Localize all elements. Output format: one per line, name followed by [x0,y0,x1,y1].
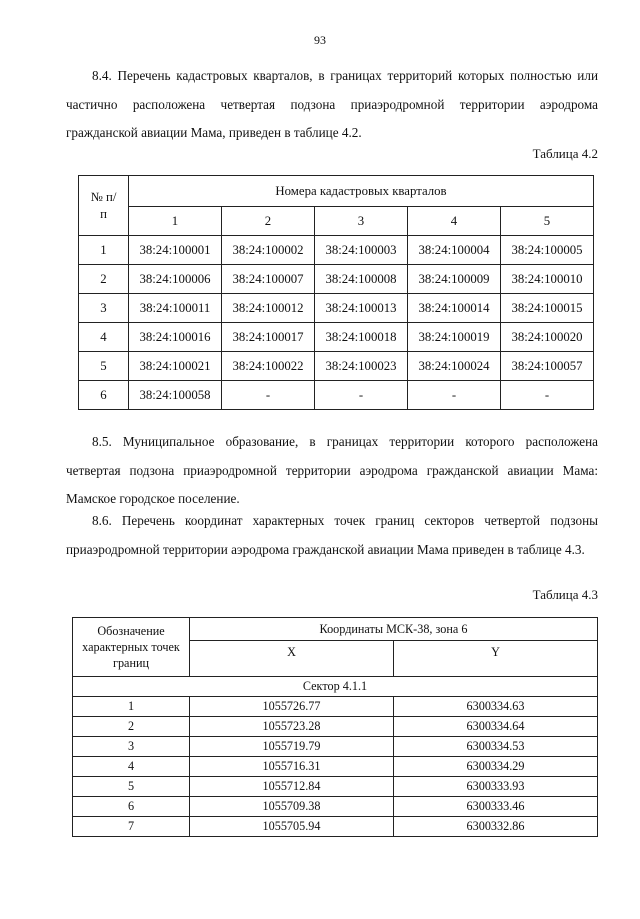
table-row [73,757,598,777]
point-number: 6 [73,797,190,817]
table-cell: 38:24:100007 [222,265,315,294]
table-cell: 38:24:100012 [222,294,315,323]
table-cell: 38:24:100010 [501,265,594,294]
table-row [79,352,594,381]
table-cell: 38:24:100017 [222,323,315,352]
table-row [73,697,598,717]
table-row [79,381,594,410]
table-cell: 38:24:100016 [129,323,222,352]
col-number-header [79,176,129,236]
point-number: 5 [73,777,190,797]
col-header-3: 3 [315,207,408,236]
point-number: 2 [73,717,190,737]
table-cell: - [222,381,315,410]
point-number: 3 [73,737,190,757]
table-cell: 38:24:100020 [501,323,594,352]
table-row [73,717,598,737]
table-cell: 38:24:100021 [129,352,222,381]
row-number: 6 [79,381,129,410]
table-row [79,265,594,294]
coord-y: 6300334.29 [393,757,597,777]
coord-y: 6300333.93 [393,777,597,797]
table-cell: 38:24:100002 [222,236,315,265]
coord-x: 1055719.79 [190,737,394,757]
table-row [73,737,598,757]
coord-x: 1055723.28 [190,717,394,737]
table-cell: 38:24:100015 [501,294,594,323]
table-row [79,323,594,352]
table-cell: 38:24:100009 [408,265,501,294]
coord-y: 6300332.86 [393,817,597,837]
table-cell: 38:24:100003 [315,236,408,265]
table-row [79,294,594,323]
page-number: 93 [314,33,326,47]
col-point-designation-header: Обозначение характерных точек границ [73,618,190,677]
table-cell: 38:24:100001 [129,236,222,265]
table-cell: 38:24:100011 [129,294,222,323]
table-cell: 38:24:100008 [315,265,408,294]
table-cell: 38:24:100014 [408,294,501,323]
section-8-6-text: 8.6. Перечень координат характерных точек границ секторов четвертой подзоны приаэродромной территории аэродрома гражданской авиации Мама приведен в таблице 4.3. [66,513,598,557]
row-number: 3 [79,294,129,323]
table-cell: 38:24:100018 [315,323,408,352]
table-row [73,797,598,817]
point-number: 7 [73,817,190,837]
coord-x: 1055726.77 [190,697,394,717]
coordinates-table [72,617,598,837]
coord-x: 1055709.38 [190,797,394,817]
table-row [73,777,598,797]
point-number: 4 [73,757,190,777]
section-8-6-paragraph [66,507,598,564]
table-cell: 38:24:100019 [408,323,501,352]
coord-y: 6300334.64 [393,717,597,737]
table-cell: 38:24:100058 [129,381,222,410]
coord-y: 6300334.53 [393,737,597,757]
table-row [73,817,598,837]
table-cell: 38:24:100006 [129,265,222,294]
cadastral-quarters-table [78,175,594,410]
point-number: 1 [73,697,190,717]
coordinates-system-header: Координаты МСК-38, зона 6 [190,618,598,641]
table-cell: 38:24:100005 [501,236,594,265]
col-header-5: 5 [501,207,594,236]
col-number-header-text: № п/п [90,189,117,221]
table-4-2-caption: Таблица 4.2 [532,146,598,161]
table-cell: 38:24:100013 [315,294,408,323]
table-cell: 38:24:100022 [222,352,315,381]
col-x-header: X [190,641,394,677]
table-cell: - [501,381,594,410]
coord-x: 1055705.94 [190,817,394,837]
col-header-4: 4 [408,207,501,236]
coord-x: 1055716.31 [190,757,394,777]
sector-row: Сектор 4.1.1 [73,677,598,697]
table-4-3-caption: Таблица 4.3 [532,587,598,602]
row-number: 4 [79,323,129,352]
table-cell: 38:24:100004 [408,236,501,265]
table-cell: - [408,381,501,410]
col-y-header: Y [393,641,597,677]
table-cell: 38:24:100024 [408,352,501,381]
section-8-5-paragraph [66,428,598,514]
section-8-4-paragraph [66,62,598,148]
coord-y: 6300334.63 [393,697,597,717]
row-number: 1 [79,236,129,265]
cadastral-numbers-header: Номера кадастровых кварталов [129,176,594,207]
row-number: 2 [79,265,129,294]
section-8-4-text: 8.4. Перечень кадастровых кварталов, в границах территорий которых полностью или частично расположена четвертая подзона приаэродромной территории аэродрома гражданской авиации Мама, приведен в таблице 4.2. [66,68,598,140]
col-header-1: 1 [129,207,222,236]
coord-y: 6300333.46 [393,797,597,817]
table-cell: 38:24:100057 [501,352,594,381]
col-header-2: 2 [222,207,315,236]
table-cell: 38:24:100023 [315,352,408,381]
table-row [79,236,594,265]
row-number: 5 [79,352,129,381]
section-8-5-text: 8.5. Муниципальное образование, в границах территории которого расположена четвертая подзона приаэродромной территории аэродрома гражданской авиации Мама: Мамское городское поселение. [66,434,598,506]
coord-x: 1055712.84 [190,777,394,797]
table-cell: - [315,381,408,410]
